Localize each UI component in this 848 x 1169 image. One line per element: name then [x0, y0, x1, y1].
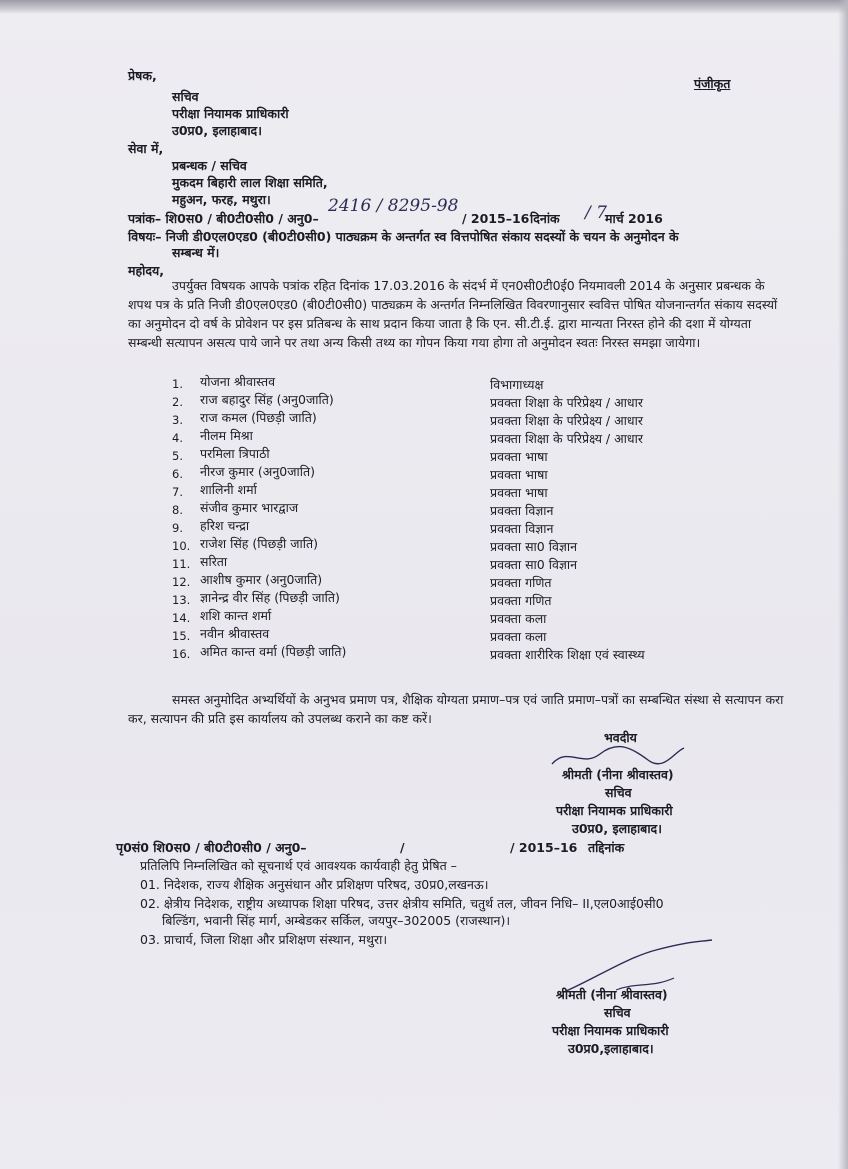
faculty-number: 6. — [172, 467, 183, 481]
scan-edge-right — [838, 0, 848, 1169]
faculty-designation: प्रवक्ता भाषा — [490, 467, 548, 482]
faculty-designation: प्रवक्ता गणित — [490, 593, 552, 608]
subject-line-1: विषयः– निजी डी0एल0एड0 (बी0टी0सी0) पाठ्यक्रम के अन्तर्गत स्व वित्तपोषित संकाय सदस्यों के चयन के अनुमोदन के — [128, 229, 679, 244]
to-label: सेवा में, — [128, 141, 164, 156]
faculty-name: नीरज कुमार (अनु0जाति) — [200, 464, 316, 479]
date-text: मार्च 2016 — [605, 211, 663, 226]
copy-item-1: 01. निदेशक, राज्य शैक्षिक अनुसंधान और प्रशिक्षण परिषद, उ0प्र0,लखनऊ। — [140, 877, 489, 892]
faculty-name: आशीष कुमार (अनु0जाति) — [200, 572, 323, 587]
signatory-title-2c: उ0प्र0,इलाहाबाद। — [568, 1041, 654, 1056]
faculty-designation: प्रवक्ता भाषा — [490, 485, 548, 500]
faculty-designation: प्रवक्ता शारीरिक शिक्षा एवं स्वास्थ्य — [490, 647, 645, 662]
faculty-name: नवीन श्रीवास्तव — [200, 626, 270, 641]
faculty-designation: प्रवक्ता गणित — [490, 575, 552, 590]
sender-line-3: उ0प्र0, इलाहाबाद। — [172, 123, 262, 138]
scan-edge-top — [0, 0, 848, 14]
date-handwritten: / 7 — [585, 203, 607, 223]
signatory-title-1c: उ0प्र0, इलाहाबाद। — [572, 821, 662, 836]
sender-line-1: सचिव — [172, 89, 199, 104]
faculty-number: 4. — [172, 431, 183, 445]
signatory-name-2: श्रीमती (नीना श्रीवास्तव) — [556, 987, 668, 1002]
faculty-name: अमित कान्त वर्मा (पिछड़ी जाति) — [200, 644, 347, 659]
faculty-name: संजीव कुमार भारद्वाज — [200, 500, 299, 515]
faculty-number: 14. — [172, 611, 191, 625]
letter-number-year: / 2015–16 — [462, 211, 530, 226]
faculty-number: 7. — [172, 485, 183, 499]
faculty-designation: प्रवक्ता शिक्षा के परिप्रेक्ष्य / आधार — [490, 431, 643, 446]
yours-faithfully: भवदीय — [604, 730, 637, 745]
date-label: दिनांक — [530, 211, 560, 226]
faculty-number: 2. — [172, 395, 183, 409]
faculty-designation: विभागाध्यक्ष — [490, 377, 544, 392]
endorsement-slash: / — [400, 840, 405, 855]
endorsement-date: तद्दिनांक — [588, 840, 625, 855]
faculty-designation: प्रवक्ता सा0 विज्ञान — [490, 539, 578, 554]
faculty-number: 1. — [172, 377, 183, 391]
registered-label: पंजीकृत — [694, 76, 731, 91]
faculty-designation: प्रवक्ता सा0 विज्ञान — [490, 557, 578, 572]
faculty-number: 8. — [172, 503, 183, 517]
closing-paragraph: समस्त अनुमोदित अभ्यर्थियों के अनुभव प्रमाण पत्र, शैक्षिक योग्यता प्रमाण–पत्र एवं जाति प्रमाण–पत्रों का सम्बन्धित संस्था से सत्यापन करा कर, सत्यापन की प्रति इस कार्यालय को उपलब्ध कराने का कष्ट करें। — [128, 692, 784, 726]
signatory-title-1a: सचिव — [605, 785, 632, 800]
recipient-line-1: प्रबन्धक / सचिव — [172, 158, 247, 173]
faculty-number: 5. — [172, 449, 183, 463]
faculty-number: 16. — [172, 647, 191, 661]
letter-number-handwritten: 2416 / 8295-98 — [328, 196, 459, 216]
faculty-designation: प्रवक्ता भाषा — [490, 449, 548, 464]
signatory-name-1: श्रीमती (नीना श्रीवास्तव) — [562, 767, 674, 782]
subject-line-2: सम्बन्ध में। — [172, 245, 220, 260]
faculty-number: 15. — [172, 629, 191, 643]
copy-intro: प्रतिलिपि निम्नलिखित को सूचनार्थ एवं आवश्यक कार्यवाही हेतु प्रेषित – — [140, 858, 457, 873]
faculty-name: योजना श्रीवास्तव — [200, 374, 276, 389]
letter-number-prefix: पत्रांक– शि0स0 / बी0टी0सी0 / अनु0– — [128, 211, 319, 226]
copy-item-2-cont: बिल्डिंग, भवानी सिंह मार्ग, अम्बेडकर सर्किल, जयपुर–302005 (राजस्थान)। — [162, 913, 511, 928]
faculty-name: राजेश सिंह (पिछड़ी जाति) — [200, 536, 319, 551]
faculty-designation: प्रवक्ता विज्ञान — [490, 521, 554, 536]
sender-label: प्रेषक, — [128, 68, 157, 83]
signatory-title-1b: परीक्षा नियामक प्राधिकारी — [556, 803, 673, 818]
faculty-designation: प्रवक्ता कला — [490, 629, 547, 644]
body-paragraph: उपर्युक्त विषयक आपके पत्रांक रहित दिनांक 17.03.2016 के संदर्भ में एन0सी0टी0ई0 नियमावली 2014 के अनुसार प्रबन्धक के शपथ पत्र के प्रति निजी डी0एल0एड0 (बी0टी0सी0) पाठ्यक्रम के अन्तर्गत निम्नलिखित विवरणानुसार स्ववित्त पोषित योजनान्तर्गत संकाय सदस्यों का अनुमोदन दो वर्ष के प्रोवेशन पर इस प्रतिबन्ध के साथ प्रदान किया जाता है कि एन. सी.टी.ई. द्वारा मान्यता निरस्त होने की दशा में योग्यता सम्बन्धी सत्यापन असत्य पाये जाने पर तथा अन्य किसी तथ्य का गोपन किया गया होगा तो अनुमोदन स्वतः निरस्त समझा जायेगा। — [128, 278, 778, 350]
sender-line-2: परीक्षा नियामक प्राधिकारी — [172, 106, 289, 121]
faculty-name: राज कमल (पिछड़ी जाति) — [200, 410, 317, 425]
signatory-title-2b: परीक्षा नियामक प्राधिकारी — [552, 1023, 669, 1038]
faculty-name: राज बहादुर सिंह (अनु0जाति) — [200, 392, 334, 407]
faculty-name: परमिला त्रिपाठी — [200, 446, 270, 461]
recipient-line-3: महुअन, फरह, मथुरा। — [172, 192, 271, 207]
faculty-number: 13. — [172, 593, 191, 607]
recipient-line-2: मुकदम बिहारी लाल शिक्षा समिति, — [172, 175, 328, 190]
faculty-designation: प्रवक्ता शिक्षा के परिप्रेक्ष्य / आधार — [490, 395, 643, 410]
faculty-name: सरिता — [200, 554, 228, 569]
faculty-number: 10. — [172, 539, 191, 553]
faculty-name: शशि कान्त शर्मा — [200, 608, 272, 623]
faculty-name: शालिनी शर्मा — [200, 482, 257, 497]
faculty-name: ज्ञानेन्द्र वीर सिंह (पिछड़ी जाति) — [200, 590, 340, 605]
faculty-number: 11. — [172, 557, 191, 571]
salutation: महोदय, — [128, 263, 164, 278]
faculty-designation: प्रवक्ता शिक्षा के परिप्रेक्ष्य / आधार — [490, 413, 643, 428]
faculty-designation: प्रवक्ता कला — [490, 611, 547, 626]
faculty-name: नीलम मिश्रा — [200, 428, 253, 443]
endorsement-number: पृ0सं0 शि0स0 / बी0टी0सी0 / अनु0– — [116, 840, 307, 855]
endorsement-year: / 2015–16 — [510, 840, 578, 855]
faculty-name: हरिश चन्द्रा — [200, 518, 250, 533]
copy-item-2: 02. क्षेत्रीय निदेशक, राष्ट्रीय अध्यापक शिक्षा परिषद, उत्तर क्षेत्रीय समिति, चतुर्थ तल, जीवन निधि– II,एल0आई0सी0 — [140, 896, 664, 911]
faculty-number: 12. — [172, 575, 191, 589]
faculty-number: 3. — [172, 413, 183, 427]
faculty-designation: प्रवक्ता विज्ञान — [490, 503, 554, 518]
signatory-title-2a: सचिव — [604, 1005, 631, 1020]
copy-item-3: 03. प्राचार्य, जिला शिक्षा और प्रशिक्षण संस्थान, मथुरा। — [140, 932, 388, 947]
faculty-number: 9. — [172, 521, 183, 535]
